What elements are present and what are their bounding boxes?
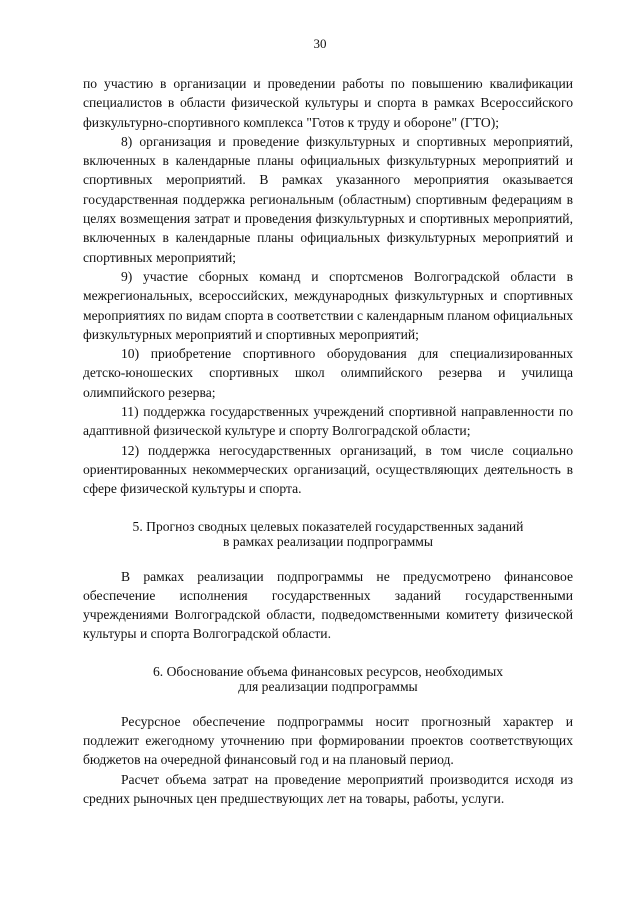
paragraph-item-12: 12) поддержка негосударственных организаций, в том числе социально ориентированных некоммерческих организаций, осуществляющих деятельность в сфере физической культуры и спорта. [83, 442, 573, 497]
section-6-heading [83, 664, 573, 694]
section-5-heading-line2: в рамках реализации подпрограммы [223, 533, 433, 549]
paragraph-item-10: 10) приобретение спортивного оборудования для специализированных детско-юношеских спортивных школ олимпийского резерва и училища олимпийского резерва; [83, 346, 573, 400]
paragraph-item-8: 8) организация и проведение физкультурных и спортивных мероприятий, включенных в календарные планы официальных физкультурных мероприятий и спортивных мероприятий. В рамках указанного мероприятия оказывается государственная поддержка региональным (областным) спортивным федерациям в целях возмещения затрат и проведения физкультурных и спортивных мероприятий, включенных в календарные планы официальных физкультурных мероприятий и спортивных мероприятий; [83, 133, 573, 265]
section-5-paragraph: В рамках реализации подпрограммы не предусмотрено финансовое обеспечение исполнения государственных заданий государственными учреждениями Волгоградской области, подведомственными комитету физической культуры и спорта Волгоградской области. [83, 568, 573, 642]
section-6-heading-line2: для реализации подпрограммы [238, 678, 418, 694]
section-5-heading-line1: 5. Прогноз сводных целевых показателей государственных заданий [132, 518, 524, 534]
document-body [83, 74, 573, 808]
page-number: 30 [313, 36, 327, 51]
section-5-heading [83, 519, 573, 549]
section-6-paragraph-1: Ресурсное обеспечение подпрограммы носит прогнозный характер и подлежит ежегодному уточнению при формировании проектов соответствующих бюджетов на очередной финансовый год и на плановый период. [83, 713, 573, 768]
paragraph-item-11: 11) поддержка государственных учреждений спортивной направленности по адаптивной физической культуре и спорту Волгоградской области; [83, 404, 573, 439]
section-6-heading-line1: 6. Обоснование объема финансовых ресурсов, необходимых [152, 663, 504, 679]
paragraph-item-9: 9) участие сборных команд и спортсменов Волгоградской области в межрегиональных, всероссийских, международных физкультурных и спортивных мероприятиях по видам спорта в соответствии с календарным планом официальных физкультурных мероприятий и спортивных мероприятий; [83, 268, 573, 342]
paragraph-continuation: по участию в организации и проведении работы по повышению квалификации специалистов в области физической культуры и спорта в рамках Всероссийского физкультурно-спортивного комплекса "Готов к труду и обороне" (ГТО); [83, 76, 573, 130]
section-6-paragraph-2: Расчет объема затрат на проведение мероприятий производится исходя из средних рыночных цен предшествующих лет на товары, работы, услуги. [83, 771, 573, 806]
